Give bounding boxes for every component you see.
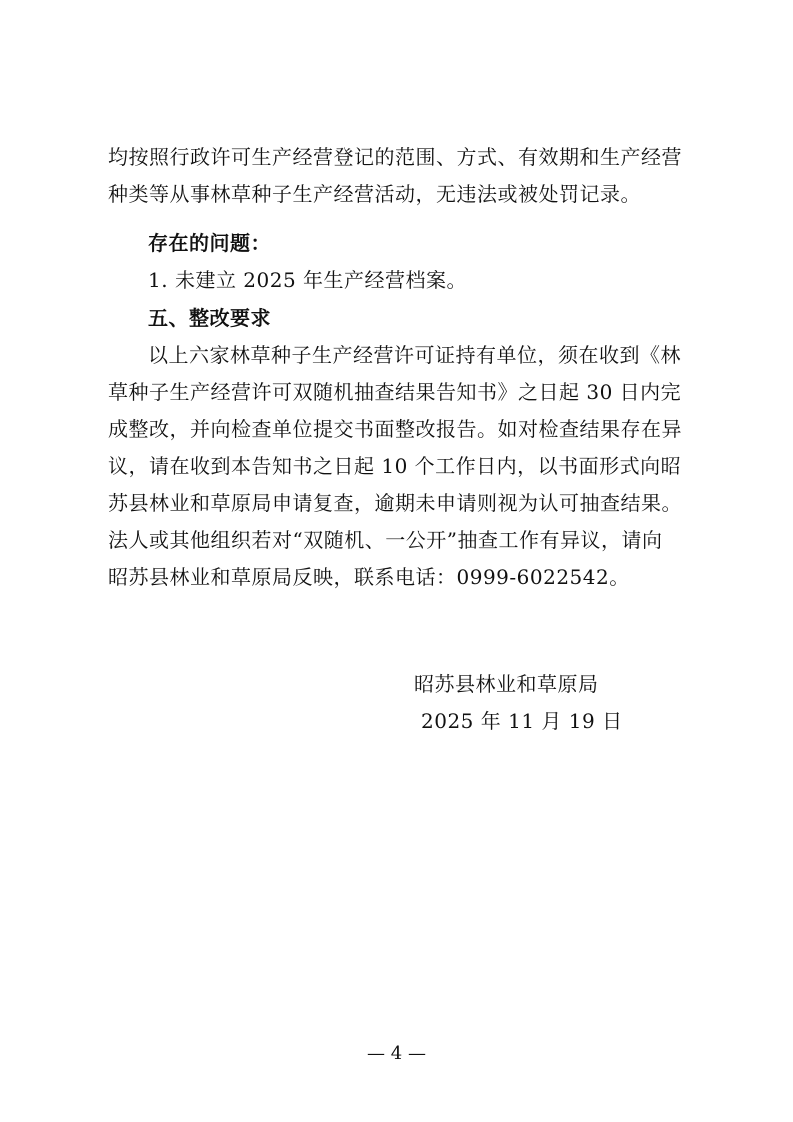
section-5-line-5: 苏县林业和草原局申请复查，逾期未申请则视为认可抽查结果。 — [108, 491, 682, 515]
section-5-line-3: 成整改，并向检查单位提交书面整改报告。如对检查结果存在异 — [108, 417, 682, 441]
body-line-2: 种类等从事林草种子生产经营活动，无违法或被处罚记录。 — [108, 182, 641, 206]
issue-item-1: 1. 未建立 2025 年生产经营档案。 — [148, 268, 468, 292]
section-5-line-6: 法人或其他组织若对“双随机、一公开”抽查工作有异议，请向 — [108, 528, 663, 552]
body-line-1: 均按照行政许可生产经营登记的范围、方式、有效期和生产经营 — [108, 145, 682, 169]
section-5-line-2: 草种子生产经营许可双随机抽查结果告知书》之日起 30 日内完 — [108, 380, 682, 404]
section-5-line-7: 昭苏县林业和草原局反映，联系电话：0999-6022542。 — [108, 565, 630, 589]
issues-heading: 存在的问题： — [148, 231, 271, 255]
page-number: — 4 — — [367, 1043, 426, 1064]
section-5-line-1: 以上六家林草种子生产经营许可证持有单位，须在收到《林 — [148, 343, 681, 367]
signature-date: 2025 年 11 月 19 日 — [421, 709, 623, 733]
signature-org: 昭苏县林业和草原局 — [414, 672, 599, 696]
section-5-line-4: 议，请在收到本告知书之日起 10 个工作日内，以书面形式向昭 — [108, 454, 682, 478]
section-5-heading: 五、整改要求 — [148, 306, 271, 330]
